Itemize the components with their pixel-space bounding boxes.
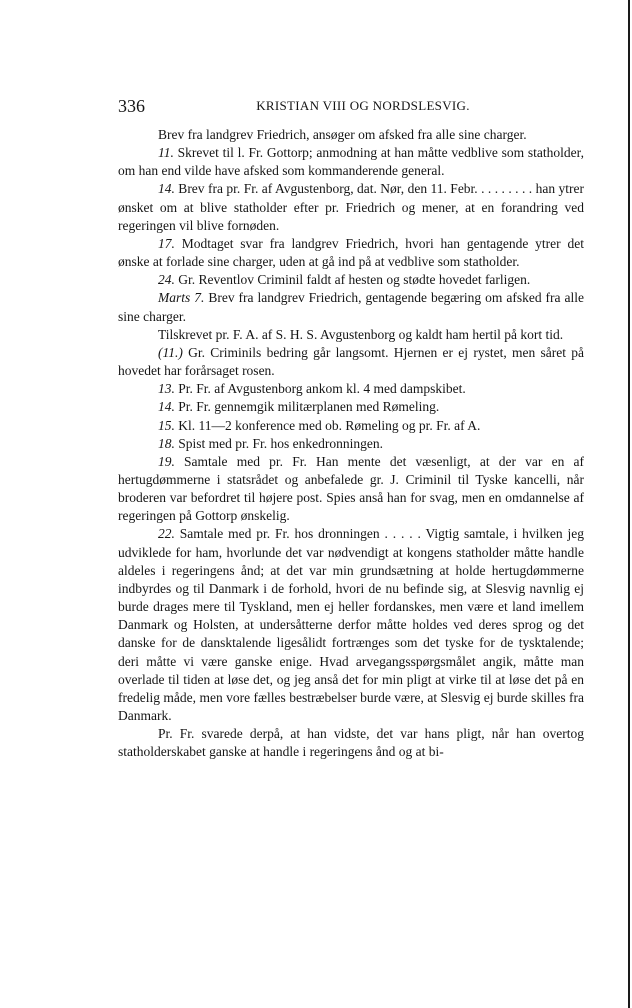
- entry-date: 22.: [158, 526, 175, 542]
- entry-text: Tilskrevet pr. F. A. af S. H. S. Avgustenborg og kaldt ham hertil på kort tid.: [158, 326, 564, 342]
- paragraph: [118, 144, 584, 180]
- entry-date: (11.): [158, 344, 183, 360]
- paragraph: [118, 525, 584, 725]
- entry-date: 19.: [158, 453, 175, 469]
- entry-text: Spist med pr. Fr. hos enkedronningen.: [174, 435, 383, 451]
- paragraph: [118, 344, 584, 380]
- entry-date: 17.: [158, 235, 175, 251]
- paragraph: [118, 453, 584, 526]
- page-number: 336: [118, 96, 145, 116]
- entry-text: Samtale med pr. Fr. Han mente det væsenligt, at der var en af hertugdømmerne i statsrådet og anbefalede gr. J. Criminil til Tyske kancelli, når broderen var befordret til højere post. Spies anså han for svag, men en omdannelse af regeringen på Gottorp ønskelig.: [118, 453, 584, 524]
- entry-date: 24.: [158, 272, 175, 288]
- entry-date: 14.: [158, 181, 175, 197]
- running-title: KRISTIAN VIII OG NORDSLESVIG.: [256, 98, 470, 113]
- paragraph: [118, 380, 584, 398]
- paragraph: [118, 180, 584, 234]
- paragraph: [118, 271, 584, 289]
- paragraph: [118, 435, 584, 453]
- paragraph: [118, 417, 584, 435]
- entry-text: Modtaget svar fra landgrev Friedrich, hvori han gentagende ytrer det ønske at forlade sine charger, uden at gå ind på at vedblive som statholder.: [118, 235, 584, 270]
- page-header: [118, 96, 584, 116]
- entry-text: Pr. Fr. af Avgustenborg ankom kl. 4 med dampskibet.: [174, 381, 466, 397]
- entry-text: Brev fra landgrev Friedrich, ansøger om afsked fra alle sine charger.: [158, 127, 527, 142]
- entry-text: Brev fra landgrev Friedrich, gentagende begæring om afsked fra alle sine charger.: [118, 290, 584, 324]
- entry-date: 18.: [158, 435, 175, 451]
- entry-text: Skrevet til l. Fr. Gottorp; anmodning at han måtte vedblive som statholder, om han end vilde have afsked som kommanderende general.: [118, 145, 584, 179]
- page-edge-line: [628, 0, 630, 1008]
- paragraph: [118, 235, 584, 271]
- entry-date: 13.: [158, 381, 175, 397]
- paragraph: [118, 126, 584, 144]
- paragraph: [118, 289, 584, 325]
- paragraph: [118, 326, 584, 344]
- body-text: [118, 126, 584, 761]
- entry-text: Samtale med pr. Fr. hos dronningen . . . . . Vigtig samtale, i hvilken jeg udviklede for ham, hvorlunde det var nødvendigt at kongens statholder måtte handle aldeles i regeringens ånd; at det var min grundsætning at holde hertugdømmerne indbyrdes og til Danmark i de forhold, hvori de nu befinde sig, at Slesvig navnlig ej burde drages mere til Tyskland, men ej heller fordanskes, men være et land imellem Danmark og Holsten, at undersåtterne derfor måtte holdes ved deres sprog og det danske for de dansktalende ligesålidt fortrænges som det tyske for de tysktalende; deri måtte vi være ganske enige. Hvad arvegangsspørgsmålet angik, måtte man overlade til tiden at løse det, og jeg anså det for min pligt at virke til at løse det på en fredelig måde, men vore fælles bestræbelser burde være, at Slesvig ej burde skilles fra Danmark.: [118, 526, 584, 723]
- entry-text: Pr. Fr. gennemgik militærplanen med Rømeling.: [174, 399, 440, 415]
- entry-text: Brev fra pr. Fr. af Avgustenborg, dat. Nør, den 11. Febr. . . . . . . . . han ytrer ønsket om at blive statholder efter pr. Friedrich og mener, at en forandring ved regeringen vil blive fornøden.: [118, 181, 584, 233]
- entry-text: Pr. Fr. svarede derpå, at han vidste, det var hans pligt, når han overtog statholderskabet ganske at handle i regeringens ånd og at bi-: [118, 726, 584, 760]
- paragraph: [118, 725, 584, 761]
- entry-date: 14.: [158, 399, 175, 415]
- entry-date: Marts 7.: [158, 290, 205, 306]
- paragraph: [118, 398, 584, 416]
- entry-text: Kl. 11—2 konference med ob. Rømeling og pr. Fr. af A.: [174, 417, 481, 433]
- entry-text: Gr. Criminils bedring går langsomt. Hjernen er ej rystet, men såret på hovedet har forårsaget rosen.: [118, 344, 584, 379]
- entry-text: Gr. Reventlov Criminil faldt af hesten og stødte hovedet farligen.: [174, 272, 531, 288]
- entry-date: 15.: [158, 417, 175, 433]
- entry-date: 11.: [158, 145, 174, 161]
